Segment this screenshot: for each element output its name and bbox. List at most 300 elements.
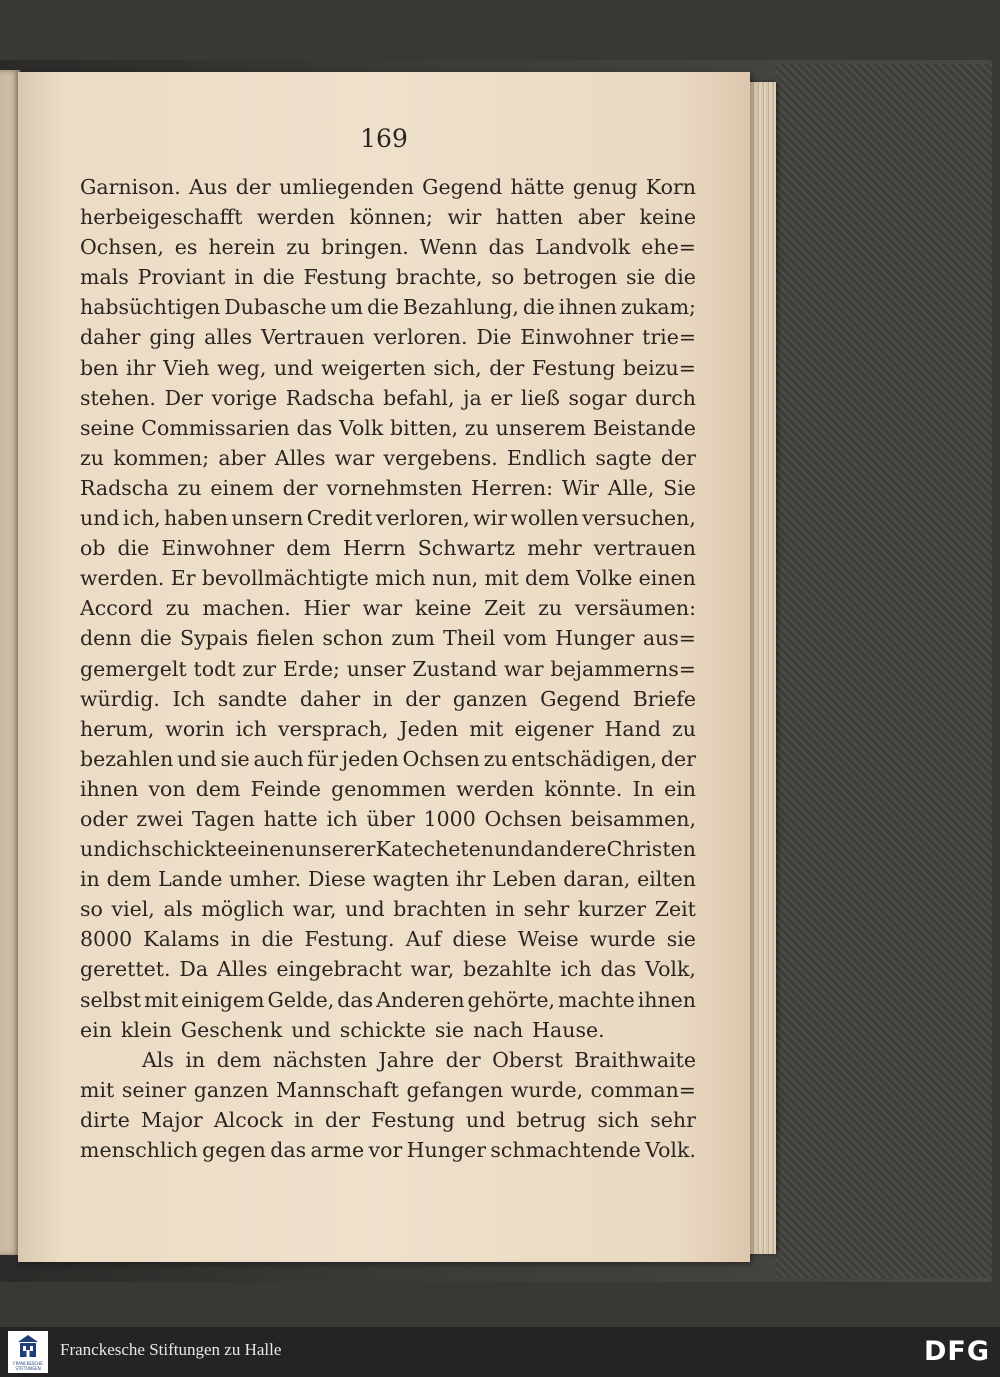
word: Hier xyxy=(303,596,350,621)
word: Jeden xyxy=(399,716,459,741)
word: vom xyxy=(503,626,547,651)
word: Herrn xyxy=(342,536,406,561)
word: entschädigen, xyxy=(511,746,658,771)
text-line xyxy=(80,744,696,774)
word: es xyxy=(174,235,198,260)
word: Anderen xyxy=(376,987,465,1012)
word: ihr xyxy=(455,867,486,892)
word: Radscha xyxy=(80,475,169,500)
word: ich xyxy=(560,957,592,982)
word: ein xyxy=(80,1017,112,1042)
word: Festung xyxy=(303,265,387,290)
word: wurde xyxy=(589,927,656,952)
word: ging xyxy=(149,325,196,350)
word: ich xyxy=(119,837,151,862)
word: dem xyxy=(524,566,570,591)
word: schickte xyxy=(151,837,238,862)
word: ben xyxy=(80,355,119,380)
word: der xyxy=(445,1047,481,1072)
word: Jahre xyxy=(378,1047,435,1072)
text-line xyxy=(80,503,696,533)
text-line xyxy=(80,654,696,684)
word: Schwartz xyxy=(417,536,516,561)
word: werden xyxy=(456,776,535,801)
word: Alles xyxy=(274,445,326,470)
word: oder xyxy=(80,806,128,831)
word: Weise xyxy=(517,927,579,952)
word: zu xyxy=(286,235,311,260)
word: Tagen xyxy=(192,806,255,831)
word: Wenn xyxy=(419,235,478,260)
word: durch xyxy=(635,385,696,410)
word: Landvolk xyxy=(535,235,631,260)
word: bringen. xyxy=(321,235,409,260)
word: zu xyxy=(80,445,105,470)
word: Hunger xyxy=(406,1138,486,1162)
word: schmachtende xyxy=(490,1138,641,1162)
page-text-block xyxy=(80,172,696,1165)
word: würdig. xyxy=(80,686,160,711)
dfg-logo[interactable]: DFG xyxy=(923,1336,990,1367)
word: haben xyxy=(164,506,228,531)
word: herbeigeschafft xyxy=(80,205,243,230)
word: Endlich xyxy=(507,445,587,470)
word: verloren, xyxy=(375,506,470,531)
word: Kalams xyxy=(143,927,220,952)
word: mit xyxy=(469,716,504,741)
word: Die xyxy=(476,325,512,350)
word: Auf xyxy=(405,927,442,952)
word: Einwohner xyxy=(161,536,275,561)
word: zu xyxy=(483,746,508,771)
word: ob xyxy=(80,536,106,561)
text-line xyxy=(80,413,696,443)
word: ganzen xyxy=(452,686,528,711)
word: herum, xyxy=(80,716,155,741)
word: selbst xyxy=(80,987,142,1012)
word: das xyxy=(337,987,374,1012)
word: trie= xyxy=(642,325,696,350)
word: todt xyxy=(193,656,236,681)
word: werden. xyxy=(80,566,165,591)
word: gemergelt xyxy=(80,656,187,681)
word: in xyxy=(234,265,254,290)
word: bitten, xyxy=(390,415,459,440)
word: Festung. xyxy=(304,927,395,952)
word: Festung xyxy=(371,1107,455,1132)
word: Vertrauen xyxy=(260,325,365,350)
text-line xyxy=(80,202,696,232)
word: für xyxy=(307,746,338,771)
word: nach xyxy=(473,1017,524,1042)
word: Alles xyxy=(216,957,268,982)
word: diese xyxy=(452,927,507,952)
word: 8000 xyxy=(80,927,133,952)
word: Der xyxy=(164,385,203,410)
word: Ich xyxy=(172,686,206,711)
book-cover-edge xyxy=(776,64,992,1278)
word: comman= xyxy=(590,1077,696,1102)
word: umliegenden xyxy=(279,175,414,199)
word: Theil xyxy=(443,626,496,651)
text-line xyxy=(80,1045,696,1075)
word: Vieh xyxy=(163,355,210,380)
word: das xyxy=(600,957,637,982)
word: beisammen, xyxy=(570,806,696,831)
word: keine xyxy=(639,205,696,230)
text-line xyxy=(80,894,696,924)
word: verloren. xyxy=(373,325,468,350)
word: Radscha xyxy=(285,385,375,410)
word: Einwohner xyxy=(520,325,634,350)
text-line xyxy=(80,954,696,984)
text-line xyxy=(80,804,696,834)
word: der xyxy=(660,746,696,771)
word: In xyxy=(632,776,654,801)
viewer-footer xyxy=(0,1327,1000,1377)
word: bevollmächtigte xyxy=(201,566,369,591)
word: Korn xyxy=(645,175,696,199)
word: hatte xyxy=(263,806,318,831)
word: seine xyxy=(80,415,135,440)
word: Festung xyxy=(531,355,616,380)
word: bezahlen xyxy=(80,746,174,771)
word: sie xyxy=(626,265,656,290)
facing-page-edge xyxy=(0,70,20,1255)
word: Beistande xyxy=(592,415,696,440)
word: gegen xyxy=(202,1138,266,1162)
word: daher xyxy=(299,686,361,711)
word: und xyxy=(80,506,120,531)
word: vergebens. xyxy=(383,445,498,470)
word: ganzen xyxy=(193,1077,269,1102)
word: wollen xyxy=(510,506,579,531)
word: kurzer xyxy=(577,897,647,922)
word: die xyxy=(117,536,150,561)
word: war xyxy=(503,656,544,681)
word: ihnen xyxy=(637,987,696,1012)
text-line xyxy=(80,714,696,744)
word: um xyxy=(330,295,364,320)
word: zwei xyxy=(136,806,184,831)
word: in xyxy=(495,897,516,922)
word: zu xyxy=(165,596,190,621)
word: eigener xyxy=(514,716,594,741)
word: daran, xyxy=(563,867,631,892)
word: ehe= xyxy=(641,235,696,260)
word: gehörte, xyxy=(467,987,556,1012)
word: aber xyxy=(577,205,625,230)
word: und xyxy=(291,1017,331,1042)
word: das xyxy=(296,415,333,440)
word: Hause. xyxy=(532,1017,605,1042)
word: und xyxy=(80,837,120,862)
word: sagte xyxy=(595,445,652,470)
word: arme xyxy=(310,1138,365,1162)
word: sandte xyxy=(217,686,288,711)
word: Dubasche xyxy=(224,295,327,320)
text-line xyxy=(80,985,696,1015)
word: dem xyxy=(216,1047,262,1072)
text-line xyxy=(80,684,696,714)
text-line xyxy=(80,774,696,804)
word: in xyxy=(185,1047,206,1072)
word: sehr xyxy=(650,1107,696,1132)
word: mit xyxy=(144,987,179,1012)
word: ließ xyxy=(520,385,560,410)
word: könnte. xyxy=(544,776,623,801)
word: unser xyxy=(346,656,406,681)
word: versäumen: xyxy=(574,596,696,621)
word: hätte xyxy=(510,175,565,199)
word: und xyxy=(177,746,217,771)
word: Erde; xyxy=(282,656,340,681)
word: als xyxy=(163,897,193,922)
word: von xyxy=(148,776,186,801)
word: Ochsen, xyxy=(80,235,164,260)
word: Leben xyxy=(492,867,557,892)
word: mit xyxy=(484,566,519,591)
word: wir xyxy=(473,506,508,531)
word: Lande xyxy=(158,867,223,892)
text-line xyxy=(80,1015,696,1045)
word: und xyxy=(345,897,385,922)
word: Gegend xyxy=(422,175,503,199)
word: in xyxy=(372,686,393,711)
word: der xyxy=(235,175,271,199)
word: bejammerns= xyxy=(550,656,696,681)
word: 1000 xyxy=(423,806,476,831)
word: dem xyxy=(195,776,241,801)
word: Diese xyxy=(308,867,366,892)
word: und xyxy=(273,355,314,380)
word: Oberst xyxy=(492,1047,563,1072)
word: Braithwaite xyxy=(574,1047,696,1072)
text-line xyxy=(80,172,696,202)
word: in xyxy=(80,867,100,892)
word: Sie xyxy=(663,475,696,500)
word: die xyxy=(367,295,399,320)
text-line xyxy=(80,383,696,413)
word: können; xyxy=(349,205,433,230)
word: machte xyxy=(558,987,635,1012)
word: weg, xyxy=(217,355,267,380)
word: der xyxy=(405,686,441,711)
word: Volk xyxy=(339,415,384,440)
word: und xyxy=(465,1107,506,1132)
word: auch xyxy=(253,746,304,771)
word: genommen xyxy=(331,776,447,801)
word: wurde, xyxy=(510,1077,584,1102)
word: Hand xyxy=(604,716,661,741)
word: Da xyxy=(179,957,209,982)
word: mals xyxy=(80,265,129,290)
word: versprach, xyxy=(278,716,389,741)
word: brachten xyxy=(393,897,487,922)
word: der xyxy=(282,475,318,500)
word: gefangen xyxy=(406,1077,504,1102)
word: klein xyxy=(120,1017,172,1042)
word: jeden xyxy=(341,746,399,771)
word: einigem xyxy=(181,987,265,1012)
word: Gelde, xyxy=(267,987,335,1012)
word: Geschenk xyxy=(180,1017,283,1042)
word: Als xyxy=(142,1047,174,1072)
word: zur xyxy=(242,656,277,681)
text-line xyxy=(80,1135,696,1165)
word: umher. xyxy=(229,867,302,892)
word: stehen. xyxy=(80,385,156,410)
word: Wir xyxy=(561,475,599,500)
word: Commissarien xyxy=(141,415,290,440)
page-number: 169 xyxy=(360,124,408,153)
word: so xyxy=(80,897,103,922)
word: Major xyxy=(141,1107,203,1132)
word: die xyxy=(664,265,696,290)
word: sie xyxy=(220,746,250,771)
word: ihnen xyxy=(80,776,139,801)
word: Mannschaft xyxy=(276,1077,399,1102)
text-line xyxy=(80,563,696,593)
word: mehr xyxy=(527,536,582,561)
institution-link[interactable]: Franckesche Stiftungen zu Halle xyxy=(60,1340,282,1359)
word: andere xyxy=(533,837,607,862)
word: genug xyxy=(572,175,638,199)
word: Sypais xyxy=(180,626,249,651)
word: betrug xyxy=(516,1107,587,1132)
word: Accord xyxy=(80,596,154,621)
text-line xyxy=(80,443,696,473)
word: Volke xyxy=(575,566,633,591)
word: alles xyxy=(204,325,253,350)
word: Proviant xyxy=(137,265,226,290)
word: vertrauen xyxy=(593,536,696,561)
word: hatten xyxy=(495,205,564,230)
text-line xyxy=(80,1075,696,1105)
word: mit xyxy=(80,1077,115,1102)
word: Ochsen xyxy=(484,806,562,831)
text-line xyxy=(80,473,696,503)
word: einen xyxy=(638,566,696,591)
word: ich xyxy=(235,716,267,741)
word: dem xyxy=(106,867,152,892)
word: Zeit xyxy=(484,596,526,621)
word: die xyxy=(262,265,295,290)
word: zu xyxy=(671,716,696,741)
word: einem xyxy=(210,475,274,500)
word: vornehmsten xyxy=(326,475,463,500)
word: ja xyxy=(463,385,482,410)
text-line xyxy=(80,623,696,653)
word: war, xyxy=(410,957,455,982)
word: nun, xyxy=(432,566,479,591)
word: Briefe xyxy=(632,686,696,711)
text-line xyxy=(80,292,696,322)
word: versuchen, xyxy=(582,506,696,531)
word: die xyxy=(261,927,294,952)
word: bezahlte xyxy=(463,957,552,982)
word: sie xyxy=(434,1017,465,1042)
word: Zustand xyxy=(412,656,498,681)
word: sogar xyxy=(568,385,627,410)
word: der xyxy=(325,1107,361,1132)
word: zu xyxy=(177,475,202,500)
word: brachte, xyxy=(395,265,483,290)
word: habsüchtigen xyxy=(80,295,221,320)
word: vor xyxy=(368,1138,403,1162)
word: Garnison. xyxy=(80,175,181,199)
text-line xyxy=(80,533,696,563)
word: Christen xyxy=(606,837,696,862)
word: vorige xyxy=(211,385,278,410)
word: ihr xyxy=(126,355,156,380)
word: über xyxy=(366,806,415,831)
word: so xyxy=(491,265,515,290)
word: dirte xyxy=(80,1107,130,1132)
word: war xyxy=(362,596,403,621)
word: nächsten xyxy=(272,1047,368,1072)
word: eingebracht xyxy=(276,957,402,982)
word: daher xyxy=(80,325,141,350)
word: mich xyxy=(375,566,426,591)
word: Hunger xyxy=(555,626,635,651)
word: viel, xyxy=(111,897,155,922)
text-line xyxy=(80,262,696,292)
word: Bezahlung, xyxy=(402,295,519,320)
logo-text: FRANCKESCHE STIFTUNGEN xyxy=(13,1361,43,1371)
word: aber xyxy=(218,445,266,470)
word: keine xyxy=(414,596,472,621)
word: Alle, xyxy=(607,475,655,500)
word: er xyxy=(490,385,513,410)
word: kommen; xyxy=(113,445,210,470)
page-edges xyxy=(746,82,776,1254)
text-line xyxy=(80,322,696,352)
word: zum xyxy=(391,626,435,651)
word: der xyxy=(489,355,525,380)
word: gerettet. xyxy=(80,957,171,982)
word: Aus xyxy=(189,175,228,199)
word: schon xyxy=(322,626,384,651)
word: zukam; xyxy=(620,295,696,320)
word: unserer xyxy=(294,837,376,862)
word: Volk, xyxy=(645,957,696,982)
word: zu xyxy=(538,596,563,621)
word: der xyxy=(660,445,696,470)
text-line xyxy=(80,232,696,262)
word: werden xyxy=(256,205,335,230)
word: ich, xyxy=(122,506,161,531)
word: sich, xyxy=(433,355,482,380)
word: sich xyxy=(597,1107,640,1132)
word: ich xyxy=(326,806,358,831)
text-line xyxy=(80,593,696,623)
word: einen xyxy=(237,837,295,862)
word: Zeit xyxy=(654,897,696,922)
word: weigerten xyxy=(320,355,426,380)
word: eilten xyxy=(637,867,696,892)
word: Gegend xyxy=(540,686,621,711)
word: Volk. xyxy=(645,1138,696,1162)
book-page xyxy=(18,72,750,1262)
word: sehr xyxy=(523,897,570,922)
word: und xyxy=(494,837,534,862)
word: aus= xyxy=(642,626,696,651)
word: die xyxy=(139,626,172,651)
word: möglich xyxy=(201,897,285,922)
word: sie xyxy=(666,927,696,952)
word: denn xyxy=(80,626,132,651)
